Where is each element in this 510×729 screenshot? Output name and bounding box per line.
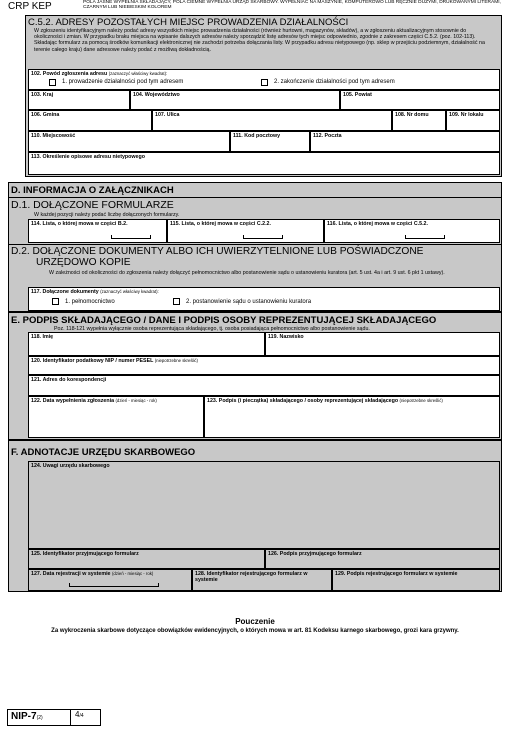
field-110-label: 110. Miejscowość <box>31 133 76 139</box>
form-version: (2) <box>36 715 43 721</box>
page-number <box>70 710 100 725</box>
section-c52 <box>25 15 502 177</box>
date-boxes <box>69 583 159 587</box>
field-111-label: 111. Kod pocztowy <box>233 133 281 139</box>
field-120-hint: (niepotrzebne skreślić) <box>154 358 198 363</box>
field-125-receiver-id <box>28 549 265 569</box>
field-105-label: 105. Powiat <box>343 92 372 98</box>
field-115-label: 115. Lista, o której mowa w części C.2.2. <box>170 221 271 227</box>
checkbox-102-opt1[interactable] <box>49 79 56 86</box>
section-d2-description: W zależności od okoliczności do zgłoszenia należy dołączyć pełnomocnictwo albo postanowienie sądu o ustanowieniu kuratora (art. 5 ust. 4a i art. 9 ust. 6 pkt 1 ustawy). <box>49 270 445 276</box>
count-boxes <box>111 235 151 239</box>
field-106-label: 106. Gmina <box>31 112 60 118</box>
divider <box>9 244 501 245</box>
field-117-documents <box>28 287 500 311</box>
field-121-label: 121. Adres do korespondencji <box>31 377 107 383</box>
field-123-label: 123. Podpis (i pieczątka) składającego / osoby reprezentującej składającego <box>207 398 399 404</box>
section-f-title: F. ADNOTACJE URZĘDU SKARBOWEGO <box>11 447 196 458</box>
field-122-hint: (dzień - miesiąc - rok) <box>115 398 157 403</box>
field-108-label: 108. Nr domu <box>395 112 429 118</box>
field-128-label: 128. Identyfikator rejestrującego formularz w systemie <box>195 571 308 583</box>
field-126-receiver-signature <box>265 549 500 569</box>
field-108-house-no[interactable] <box>392 110 446 131</box>
field-103-country[interactable] <box>28 90 130 110</box>
field-116-label: 116. Lista, o której mowa w części C.5.2. <box>327 221 428 227</box>
field-102-hint: (zaznaczyć właściwy kwadrat): <box>108 71 168 76</box>
field-114-label: 114. Lista, o której mowa w części B.2. <box>31 221 128 227</box>
field-110-locality[interactable] <box>28 131 230 152</box>
field-104-label: 104. Województwo <box>133 92 180 98</box>
field-102-reason <box>28 69 500 90</box>
field-116-list-c52[interactable] <box>324 219 500 243</box>
section-d1-title: D.1. DOŁĄCZONE FORMULARZE <box>11 199 174 211</box>
field-124-label: 124. Uwagi urzędu skarbowego <box>31 463 110 469</box>
option-117-2-label: 2. postanowienie sądu o ustanowieniu kuratora <box>186 299 312 305</box>
checkbox-117-opt2[interactable] <box>173 298 180 305</box>
field-120-tax-id[interactable] <box>28 356 500 375</box>
section-c52-description: W zgłoszeniu identyfikacyjnym należy podać adresy wszystkich miejsc prowadzenia działalności (również hurtowni, magazynów, składów), a w zgłoszeniu aktualizacyjnym stosownie do okoliczności i zmian. W przypadku braku miejsca na wpisanie dalszych adresów należy sporządzić listę adresów tych miejsc odpowiednio, zgodnie z zakresem części C.5.2. (poz. 102-113). Składając formularz za pomocą środków komunikacji elektronicznej nie zachodzi potrzeba dołączania listy. W przypadku adresu nietypowego (np. sklep w przejściu podziemnym, działalność na terenie całego kraju) dane adresowe należy podać z możliwą dokładnością. <box>34 28 485 53</box>
section-e-description: Poz. 118-121 wypełnia wyłącznie osoba reprezentująca składającego, tj. osoba posiadająca pełnomocnictwo albo postanowienie sądu. <box>54 326 370 332</box>
form-code: CRP KEP <box>8 1 52 12</box>
field-124-remarks <box>28 461 500 549</box>
option-102-2-label: 2. zakończenie działalności pod tym adresem <box>274 79 395 85</box>
field-129-label: 129. Podpis rejestrującego formularz w systemie <box>335 571 458 577</box>
field-117-hint: (zaznaczyć właściwy kwadrat): <box>100 289 159 294</box>
field-127-registration-date <box>28 569 192 591</box>
field-121-correspondence-address[interactable] <box>28 375 500 396</box>
divider <box>9 197 501 198</box>
field-112-label: 112. Poczta <box>313 133 342 139</box>
checkbox-117-opt1[interactable] <box>52 298 59 305</box>
field-111-postal-code[interactable] <box>230 131 310 152</box>
field-114-list-b2[interactable] <box>28 219 167 243</box>
field-119-last-name[interactable] <box>265 332 500 356</box>
field-118-label: 118. Imię <box>31 334 54 340</box>
field-118-first-name[interactable] <box>28 332 265 356</box>
section-d2-title-line1: D.2. DOŁĄCZONE DOKUMENTY ALBO ICH UWIERZYTELNIONE LUB POŚWIADCZONE <box>11 246 424 257</box>
field-107-street[interactable] <box>152 110 392 131</box>
field-103-label: 103. Kraj <box>31 92 54 98</box>
form-name <box>11 711 43 722</box>
field-113-label: 113. Określenie opisowe adresu nietypowego <box>31 154 145 160</box>
field-106-commune[interactable] <box>28 110 152 131</box>
section-f <box>8 440 502 592</box>
count-boxes <box>405 235 445 239</box>
field-107-label: 107. Ulica <box>155 112 180 118</box>
option-117-1-label: 1. pełnomocnictwo <box>65 299 115 305</box>
field-122-label: 122. Data wypełnienia zgłoszenia <box>31 398 115 404</box>
option-102-1-label: 1. prowadzenie działalności pod tym adresem <box>62 79 184 85</box>
pouczenie-title: Pouczenie <box>235 617 275 626</box>
page-current: 4 <box>75 710 80 719</box>
field-104-voivodeship[interactable] <box>130 90 340 110</box>
section-d-title: D. INFORMACJA O ZAŁĄCZNIKACH <box>11 185 174 196</box>
section-e <box>8 312 502 440</box>
pouczenie-text: Za wykroczenia skarbowe dotyczące obowiązków ewidencyjnych, o których mowa w art. 81 Kodeksu karnego skarbowego, grozi kara grzywny. <box>51 628 459 634</box>
checkbox-102-opt2[interactable] <box>261 79 268 86</box>
field-125-label: 125. Identyfikator przyjmującego formularz <box>31 551 139 557</box>
field-123-signature[interactable] <box>204 396 500 438</box>
field-109-label: 109. Nr lokalu <box>449 112 484 118</box>
page-total: /4 <box>79 713 84 719</box>
form-name-text: NIP-7 <box>11 711 37 722</box>
form-name-box <box>7 709 101 726</box>
field-120-label: 120. Identyfikator podatkowy NIP / numer PESEL <box>31 358 154 364</box>
field-127-hint: (dzień - miesiąc - rok) <box>112 571 154 576</box>
field-127-label: 127. Data rejestracji w systemie <box>31 571 111 577</box>
field-128-registrar-id <box>192 569 332 591</box>
field-109-flat-no[interactable] <box>446 110 500 131</box>
field-129-registrar-signature <box>332 569 500 591</box>
field-102-label: 102. Powód zgłoszenia adresu <box>31 71 108 77</box>
section-d <box>8 182 502 312</box>
field-123-hint: (niepotrzebne skreślić) <box>399 398 443 403</box>
section-e-title: E. PODPIS SKŁADAJĄCEGO / DANE I PODPIS OSOBY REPREZENTUJĄCEJ SKŁADAJĄCEGO <box>11 315 437 326</box>
field-113-atypical-address[interactable] <box>28 152 500 175</box>
field-112-post-office[interactable] <box>310 131 500 152</box>
count-boxes <box>243 235 283 239</box>
field-119-label: 119. Nazwisko <box>268 334 304 340</box>
section-c52-title: C.5.2. ADRESY POZOSTAŁYCH MIEJSC PROWADZENIA DZIAŁALNOŚCI <box>28 17 349 28</box>
field-117-label: 117. Dołączone dokumenty <box>31 289 99 295</box>
section-d1-description: W każdej pozycji należy podać liczbę dołączonych formularzy. <box>34 212 180 218</box>
field-126-label: 126. Podpis przyjmującego formularz <box>268 551 362 557</box>
field-105-district[interactable] <box>340 90 500 110</box>
field-122-fill-date[interactable] <box>28 396 204 438</box>
section-d2-title-line2: URZĘDOWO KOPIE <box>36 257 131 268</box>
form-instructions: POLA JASNE WYPEŁNIA SKŁADAJĄCY, POLA CIEMNE WYPEŁNIA URZĄD SKARBOWY. WYPEŁNIAĆ NA MASZYNIE, KOMPUTEROWO LUB RĘCZNIE DUŻYMI, DRUKOWANYMI LITERAMI, CZARNYM LUB NIEBIESKIM KOLOREM <box>83 0 501 11</box>
field-115-list-c22[interactable] <box>167 219 324 243</box>
